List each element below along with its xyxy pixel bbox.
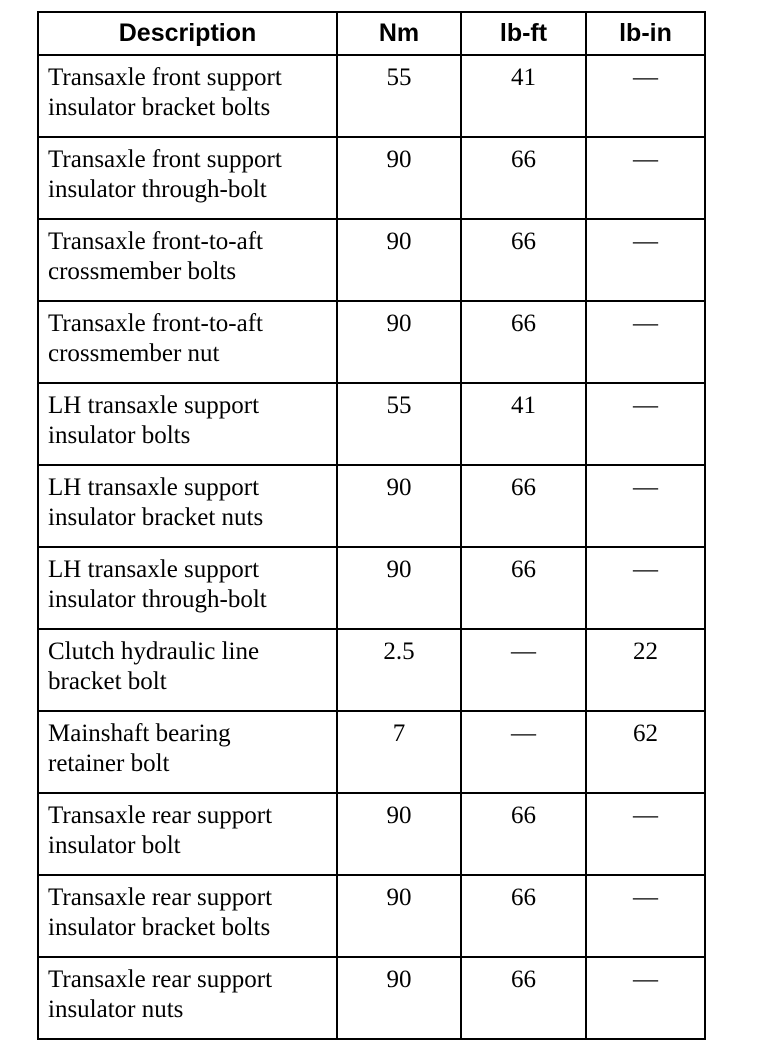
description-line-1: Transaxle rear support — [48, 966, 273, 993]
description-line-2: crossmember nut — [48, 340, 220, 367]
description-line-2: insulator bolts — [48, 422, 191, 449]
description-cell — [38, 465, 337, 547]
description-cell — [38, 793, 337, 875]
description-line-2: insulator bracket nuts — [48, 504, 264, 531]
description-line-1: Transaxle front-to-aft — [48, 310, 263, 337]
nm-cell: 90 — [337, 219, 461, 301]
description-line-2: insulator bolt — [48, 832, 181, 859]
description-line-1: Transaxle rear support — [48, 802, 273, 829]
description-line-1: Mainshaft bearing — [48, 720, 231, 747]
nm-cell: 90 — [337, 137, 461, 219]
description-line-2: insulator bracket bolts — [48, 94, 271, 121]
lb-in-cell: — — [586, 957, 705, 1039]
lb-ft-cell: — — [461, 711, 586, 793]
description-cell — [38, 875, 337, 957]
description-line-1: Transaxle rear support — [48, 884, 273, 911]
lb-in-cell: — — [586, 55, 705, 137]
table-row — [38, 219, 705, 301]
table-row — [38, 629, 705, 711]
lb-in-cell: — — [586, 219, 705, 301]
table-body — [38, 55, 705, 1039]
description-line-1: Clutch hydraulic line — [48, 638, 260, 665]
description-cell — [38, 629, 337, 711]
lb-in-cell: — — [586, 547, 705, 629]
table-row — [38, 547, 705, 629]
description-cell — [38, 219, 337, 301]
description-line-1: LH transaxle support — [48, 392, 260, 419]
nm-cell: 90 — [337, 957, 461, 1039]
lb-in-cell: — — [586, 301, 705, 383]
lb-ft-cell: 66 — [461, 219, 586, 301]
table-row — [38, 711, 705, 793]
torque-spec-table — [37, 11, 706, 1040]
table-row — [38, 137, 705, 219]
nm-cell: 7 — [337, 711, 461, 793]
lb-in-cell: 22 — [586, 629, 705, 711]
lb-ft-cell: — — [461, 629, 586, 711]
nm-cell: 90 — [337, 875, 461, 957]
table-header — [38, 12, 705, 55]
lb-ft-cell: 41 — [461, 55, 586, 137]
table-row — [38, 465, 705, 547]
description-line-2: crossmember bolts — [48, 258, 237, 285]
lb-in-cell: 62 — [586, 711, 705, 793]
description-line-2: insulator bracket bolts — [48, 914, 271, 941]
lb-ft-cell: 66 — [461, 465, 586, 547]
nm-cell: 55 — [337, 55, 461, 137]
lb-ft-cell: 66 — [461, 301, 586, 383]
nm-cell: 2.5 — [337, 629, 461, 711]
description-cell — [38, 137, 337, 219]
description-line-1: Transaxle front support — [48, 64, 282, 91]
description-cell — [38, 301, 337, 383]
table-row — [38, 301, 705, 383]
description-cell — [38, 957, 337, 1039]
description-line-2: bracket bolt — [48, 668, 167, 695]
description-line-2: insulator through-bolt — [48, 176, 267, 203]
table-row — [38, 957, 705, 1039]
lb-ft-cell: 66 — [461, 793, 586, 875]
lb-ft-cell: 66 — [461, 957, 586, 1039]
table-row — [38, 55, 705, 137]
table-row — [38, 875, 705, 957]
description-cell — [38, 55, 337, 137]
column-header-lb-in: lb-in — [586, 12, 705, 55]
table-row — [38, 383, 705, 465]
description-line-1: Transaxle front-to-aft — [48, 228, 263, 255]
lb-in-cell: — — [586, 137, 705, 219]
description-line-2: insulator through-bolt — [48, 586, 267, 613]
lb-in-cell: — — [586, 793, 705, 875]
lb-in-cell: — — [586, 465, 705, 547]
lb-ft-cell: 66 — [461, 875, 586, 957]
column-header-nm: Nm — [337, 12, 461, 55]
nm-cell: 90 — [337, 301, 461, 383]
lb-ft-cell: 66 — [461, 547, 586, 629]
column-header-description: Description — [38, 12, 337, 55]
nm-cell: 90 — [337, 793, 461, 875]
description-cell — [38, 547, 337, 629]
lb-ft-cell: 41 — [461, 383, 586, 465]
description-line-1: LH transaxle support — [48, 556, 260, 583]
description-cell — [38, 711, 337, 793]
nm-cell: 55 — [337, 383, 461, 465]
description-line-1: LH transaxle support — [48, 474, 260, 501]
column-header-lb-ft: lb-ft — [461, 12, 586, 55]
table-row — [38, 793, 705, 875]
description-line-2: insulator nuts — [48, 996, 184, 1023]
lb-ft-cell: 66 — [461, 137, 586, 219]
nm-cell: 90 — [337, 465, 461, 547]
description-cell — [38, 383, 337, 465]
header-row — [38, 12, 705, 55]
lb-in-cell: — — [586, 383, 705, 465]
nm-cell: 90 — [337, 547, 461, 629]
lb-in-cell: — — [586, 875, 705, 957]
description-line-1: Transaxle front support — [48, 146, 282, 173]
description-line-2: retainer bolt — [48, 750, 170, 777]
